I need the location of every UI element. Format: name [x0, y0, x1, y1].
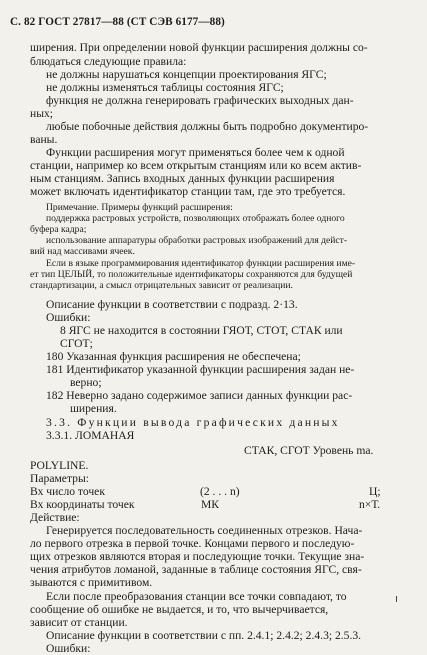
text-line: Описание функции в соответствии с пп. 2.4.1; 2.4.2; 2.4.3; 2.5.3. — [46, 629, 362, 642]
errors-label: Ошибки: — [46, 642, 91, 655]
level-line: СТАК, СГОТ Уровень ma. — [244, 444, 374, 457]
text-line: чения атрибутов ломаной, заданные в таблице состояния ЯГС, свя- — [30, 563, 362, 576]
errors-label: Ошибки: — [46, 311, 91, 324]
text-line: ширения. При определении новой функции расширения должны со- — [30, 41, 368, 54]
error-item: 180 Указанная функция расширения не обеспечена; — [46, 350, 301, 363]
text-line: ных; — [30, 107, 54, 120]
param-range: (2 . . . n) — [200, 485, 240, 498]
text-line: любые побочные действия должны быть подробно документиро- — [46, 120, 369, 133]
error-item: 182 Неверно задано содержимое записи данных функции рас- — [46, 389, 353, 402]
text-line: блюдаться следующие правила: — [30, 55, 187, 68]
note-line: стандартизации, а смысл отрицательных зависит от реализации. — [30, 280, 293, 291]
page-header: С. 82 ГОСТ 27817—88 (СТ СЭВ 6177—88) — [10, 16, 225, 28]
param-type: n×Т. — [359, 498, 381, 511]
text-line: ным станциям. Запись входных данных функции расширения — [30, 172, 335, 185]
note-line: вий над массивами ячеек. — [30, 246, 135, 257]
text-line: Если после преобразования станции все точки совпадают, то — [46, 590, 347, 603]
text-line: функция не должна генерировать графических выходных дан- — [46, 94, 354, 107]
section-heading: 3.3. Функции вывода графических данных — [46, 416, 340, 429]
text-line: сообщение об ошибке не выдается, и то, что вычерчивается, — [30, 603, 329, 616]
text-line: Описание функции в соответствии с подразд. 2·13. — [46, 298, 298, 311]
text-line: не должны нарушаться концепции проектирования ЯГС; — [46, 68, 327, 81]
note-line: использование аппаратуры обработки растровых изображений для дейст- — [46, 235, 348, 246]
parameters-label: Параметры: — [30, 472, 89, 485]
text-line: щих отрезков являются вторая и последующие точки. Текущие зна- — [30, 550, 365, 563]
error-item: СГОТ; — [60, 337, 93, 350]
text-line: Генерируется последовательность соединенных отрезков. Нача- — [46, 524, 363, 537]
note-heading: Примечание. Примеры функций расширения: — [46, 202, 233, 213]
text-line: зываются с примитивом. — [30, 576, 153, 589]
text-line: ло первого отрезка в первой точке. Концами первого и последую- — [30, 537, 355, 550]
text-line: станции, например ко всем открытым станциям или ко всем актив- — [30, 159, 362, 172]
text-line: Функции расширения могут применяться более чем к одной — [46, 146, 345, 159]
function-name: POLYLINE. — [30, 459, 89, 472]
text-line: зависит от станции. — [30, 616, 128, 629]
error-item: ширения. — [70, 402, 117, 415]
note-line: буфера кадра; — [30, 224, 87, 235]
note-line: поддержка растровых устройств, позволяющих отображать более одного — [46, 213, 345, 224]
param-name: Вх координаты точек — [30, 498, 135, 511]
param-range: МК — [201, 498, 220, 511]
action-label: Действие: — [30, 511, 80, 524]
text-line: ваны. — [30, 133, 58, 146]
error-item: 8 ЯГС не находится в состоянии ГЯОТ, СТОТ, СТАК или — [60, 324, 343, 337]
note-line: Если в языке программирования идентификатор функции расширения име- — [46, 258, 356, 269]
subsection-heading: 3.3.1. ЛОМАНАЯ — [46, 429, 135, 442]
error-item: верно; — [70, 376, 102, 389]
note-line: ет тип ЦЕЛЫЙ, то положительные идентификаторы сохраняются для будущей — [30, 269, 353, 280]
param-name: Вх число точек — [30, 485, 105, 498]
param-type: Ц; — [369, 485, 381, 498]
text-line: не должны изменяться таблицы состояния ЯГС; — [46, 81, 284, 94]
text-line: может включать идентификатор станции там, где это требуется. — [30, 185, 346, 198]
margin-mark — [396, 596, 397, 602]
error-item: 181 Идентификатор указанной функции расширения задан не- — [46, 363, 355, 376]
